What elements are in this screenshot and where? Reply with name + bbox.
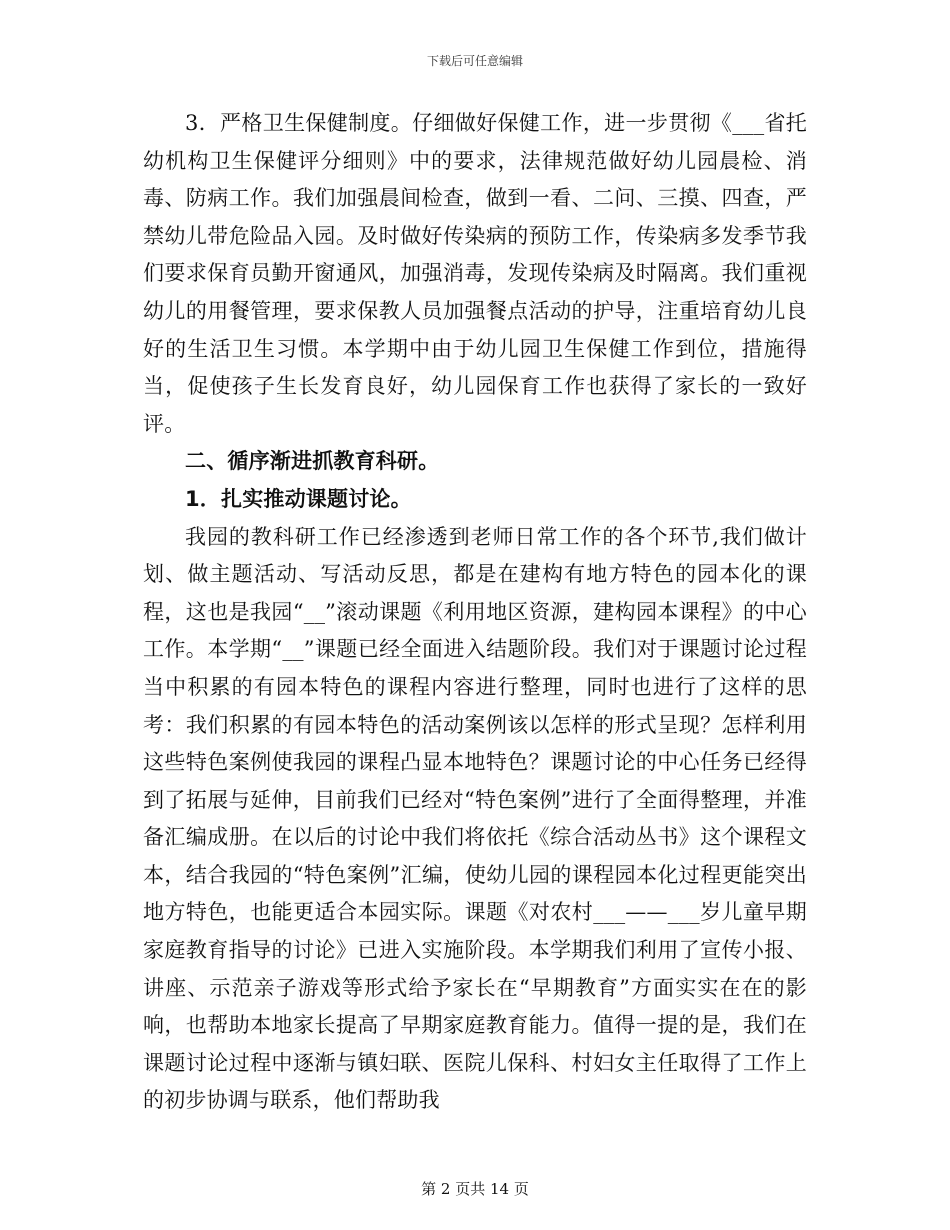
page-header: 下载后可任意编辑 [426,54,523,68]
section-heading-research: 二、循序渐进抓教育科研。 [185,449,440,474]
page-footer: 第 2 页共 14 页 [421,1180,529,1198]
paragraph-research: 我园的教科研工作已经渗透到老师日常工作的各个环节,我们做计划、做主题活动、写活动反思，都是在建构有地方特色的园本化的课程，这也是我园“__”滚动课题《利用地区资源，建构园本课程》的中心工作。本学期“__”课题已经全面进入结题阶段。我们对于课题讨论过程当中积累的有园本特色的课程内容进行整理，同时也进行了这样的思考：我们积累的有园本特色的活动案例该以怎样的形式呈现？怎样利用这些特色案例使我园的课程凸显本地特色？课题讨论的中心任务已经得到了拓展与延伸，目前我们已经对“特色案例”进行了全面得整理，并准备汇编成册。在以后的讨论中我们将依托《综合活动丛书》这个课程文本，结合我园的“特色案例”汇编，使幼儿园的课程园本化过程更能突出地方特色，也能更适合本园实际。课题《对农村___——___岁儿童早期家庭教育指导的讨论》已进入实施阶段。本学期我们利用了宣传小报、讲座、示范亲子游戏等形式给予家长在“早期教育”方面实实在在的影响，也帮助本地家长提高了早期家庭教育能力。值得一提的是，我们在课题讨论过程中逐渐与镇妇联、医院儿保科、村妇女主任取得了工作上的初步协调与联系，他们帮助我 [143,524,807,1113]
subsection-heading-topic: 1．扎实推动课题讨论。 [185,486,412,511]
document-body [143,105,807,1120]
paragraph-hygiene: 3．严格卫生保健制度。仔细做好保健工作，进一步贯彻《___省托幼机构卫生保健评分细则》中的要求，法律规范做好幼儿园晨检、消毒、防病工作。我们加强晨间检查，做到一看、二问、三摸、四查，严禁幼儿带危险品入园。及时做好传染病的预防工作，传染病多发季节我们要求保育员勤开窗通风，加强消毒，发现传染病及时隔离。我们重视幼儿的用餐管理，要求保教人员加强餐点活动的护导，注重培育幼儿良好的生活卫生习惯。本学期中由于幼儿园卫生保健工作到位，措施得当，促使孩子生长发育良好，幼儿园保育工作也获得了家长的一致好评。 [143,111,807,436]
